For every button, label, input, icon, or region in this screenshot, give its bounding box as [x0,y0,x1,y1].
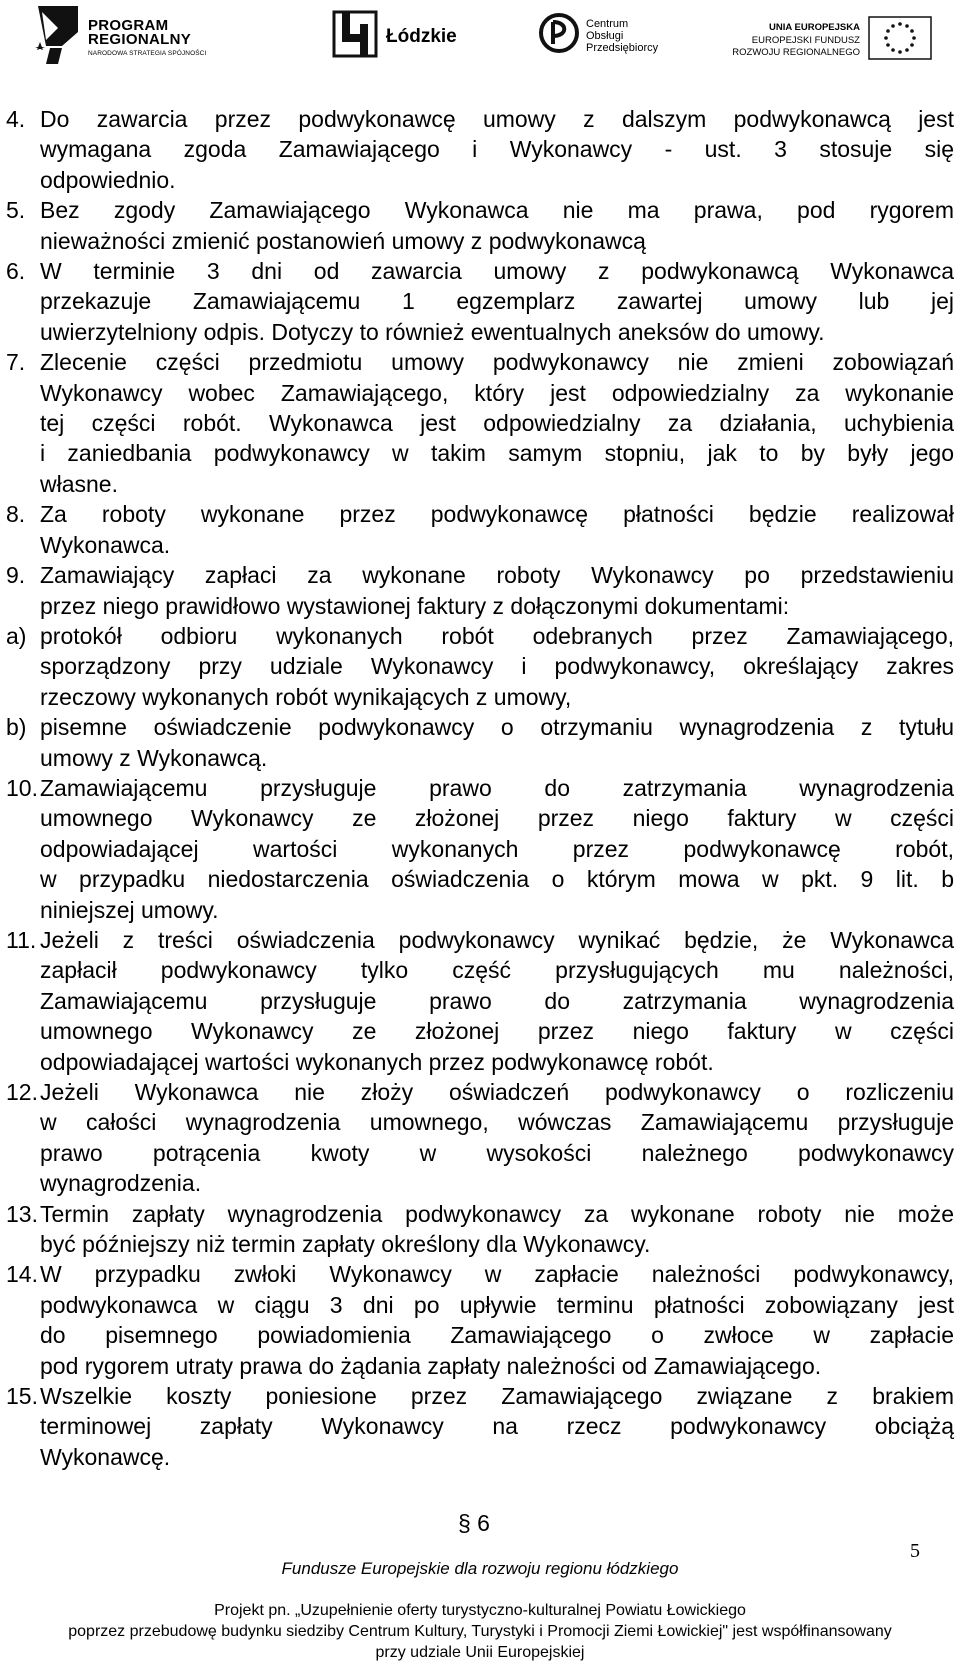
list-item-number: 11. [6,926,37,953]
list-item-number: 14. [6,1261,38,1288]
list-item [0,256,954,347]
text-line: własne. [40,470,118,497]
text-line: Wszelkie koszty poniesione przez Zamawiającego związane z brakiem [40,1383,954,1410]
lodzkie-label: Łódzkie [386,26,457,47]
list-item [0,347,954,499]
text-line: Za roboty wykonane przez podwykonawcę płatności będzie realizował [40,501,954,528]
text-line: odpowiednio. [40,166,176,193]
text-line: w całości wynagrodzenia umownego, wówczas Zamawiającemu przysługuje [40,1109,954,1136]
page-number: 5 [910,1540,920,1562]
text-line: prawo potrącenia kwoty w wysokości należnego podwykonawcy [40,1139,954,1166]
eu-line1: UNIA EUROPEJSKA [769,22,860,33]
list-item-text [40,195,954,256]
list-item-text [40,712,954,773]
list-item-number: 7. [6,349,26,376]
text-line: przez niego prawidłowo wystawionej faktury z dołączonymi dokumentami: [40,592,790,619]
text-line: w przypadku niedostarczenia oświadczenia o którym mowa w pkt. 9 lit. b [40,866,954,893]
list-item-text [40,1199,954,1260]
program-line1: PROGRAM [88,17,169,34]
centrum-line1: Centrum [586,18,629,30]
lodzkie-logo [332,6,462,64]
list-item [0,560,954,621]
footer-tagline: Fundusze Europejskie dla rozwoju regionu łódzkiego [281,1559,679,1578]
text-line: Zlecenie części przedmiotu umowy podwykonawcy nie zmieni zobowiązań [40,349,954,376]
contract-text [0,104,960,1472]
list-item-number: 5. [6,197,26,224]
footer-project-info [0,1600,960,1663]
program-regionalny-icon [32,6,84,64]
text-line: Termin zapłaty wynagrodzenia podwykonawcy za wykonane roboty nie może [40,1200,954,1227]
list-item-text [40,499,954,560]
text-line: nieważności zmienić postanowień umowy z podwykonawcą [40,227,646,254]
list-item [0,1381,954,1472]
list-item-text [40,621,954,712]
text-line: wynagrodzenia. [40,1170,202,1197]
text-line: Do zawarcia przez podwykonawcę umowy z dalszym podwykonawcą jest [40,106,954,132]
centrum-obslugi-logo [538,6,668,64]
lodzkie-icon [332,10,378,58]
text-line: do pisemnego powiadomienia Zamawiającego o zwłoce w zapłacie [40,1322,954,1349]
text-line: rzeczowy wykonanych robót wynikających z umowy, [40,683,572,710]
list-item-number: 4. [6,106,26,132]
text-line: Wykonawcy wobec Zamawiającego, który jest odpowiedzialny za wykonanie [40,379,954,406]
text-line: W terminie 3 dni od zawarcia umowy z podwykonawcą Wykonawca [40,258,954,285]
header-logos [0,0,960,70]
eu-line2: EUROPEJSKI FUNDUSZ [751,35,860,46]
text-line: odpowiadającej wartości wykonanych przez podwykonawcę robót, [40,835,954,862]
footer-project-line2: poprzez przebudowę budynku siedziby Centrum Kultury, Turystyki i Promocji Ziemi Łowickiej" jest współfinansowany [68,1623,892,1640]
list-item-number: b) [6,714,27,741]
list-item-text [40,1259,954,1381]
text-line: Jeżeli Wykonawca nie złoży oświadczeń podwykonawcy o rozliczeniu [40,1079,954,1105]
list-item [0,499,954,560]
text-line: Zamawiającemu przysługuje prawo do zatrzymania wynagrodzenia [40,987,954,1014]
text-line: zapłacił podwykonawcy tylko część przysługujących mu należności, [40,957,954,984]
list-item [0,773,954,925]
list-item-text [40,104,954,195]
text-line: umownego Wykonawcy ze złożonej przez niego faktury w części [40,805,954,832]
list-item-text [40,560,954,621]
list-item-text [40,256,954,347]
text-line: Wykonawca. [40,531,171,558]
text-line: Zamawiający zapłaci za wykonane roboty Wykonawcy po przedstawieniu [40,562,954,589]
text-line: umownego Wykonawcy ze złożonej przez niego faktury w części [40,1018,954,1045]
text-line: być późniejszy niż termin zapłaty określony dla Wykonawcy. [40,1231,651,1258]
text-line: odpowiadającej wartości wykonanych przez podwykonawcę robót. [40,1048,714,1075]
list-item-text [40,1381,954,1472]
text-line: sporządzony przy udziale Wykonawcy i podwykonawcy, określający zakres [40,653,954,680]
text-line: wymagana zgoda Zamawiającego i Wykonawcy - ust. 3 stosuje się [40,136,954,163]
list-item-text [40,1077,954,1199]
list-item [0,1077,954,1199]
text-line: Jeżeli z treści oświadczenia podwykonawcy wynikać będzie, że Wykonawca [40,926,954,953]
text-line: i zaniedbania podwykonawcy w takim samym stopniu, jak to by były jego [40,440,954,467]
centrum-obslugi-icon [538,12,580,54]
eu-flag-icon [868,16,932,60]
list-item [0,621,954,712]
text-line: Zamawiającemu przysługuje prawo do zatrzymania wynagrodzenia [40,774,954,801]
eu-line3: ROZWOJU REGIONALNEGO [732,47,860,58]
text-line: uwierzytelniony odpis. Dotyczy to również ewentualnych aneksów do umowy. [40,318,825,345]
text-line: Wykonawcę. [40,1443,171,1470]
list-item-number: 9. [6,562,26,589]
program-line3: NARODOWA STRATEGIA SPÓJNOŚCI [88,50,207,57]
list-item-number: 6. [6,258,26,285]
footer-project-line1: Projekt pn. „Uzupełnienie oferty turystyczno-kulturalnej Powiatu Łowickiego [214,1602,746,1619]
eu-logo [728,6,938,64]
list-item [0,1259,954,1381]
text-line: tej części robót. Wykonawca jest odpowiedzialny za działania, uchybienia [40,410,954,437]
text-line: protokół odbioru wykonanych robót odebranych przez Zamawiającego, [40,622,954,649]
text-line: pod rygorem utraty prawa do żądania zapłaty należności od Zamawiającego. [40,1352,822,1379]
list-item-number: 13. [6,1200,38,1227]
text-line: niniejszej umowy. [40,896,219,923]
list-item [0,1199,954,1260]
list-item [0,712,954,773]
list-item-number: a) [6,622,27,649]
program-line2: REGIONALNY [88,31,192,48]
footer-project-line3: przy udziale Unii Europejskiej [375,1644,585,1661]
list-item-text [40,925,954,1077]
program-regionalny-logo [30,6,230,64]
list-item-number: 8. [6,501,26,528]
list-item [0,104,954,195]
list-item [0,925,954,1077]
list-item-text [40,347,954,499]
text-line: Bez zgody Zamawiającego Wykonawca nie ma prawa, pod rygorem [40,197,954,224]
list-item-number: 15. [6,1383,38,1410]
text-line: przekazuje Zamawiającemu 1 egzemplarz zawartej umowy lub jej [40,288,954,315]
list-item-number: 10. [6,774,38,801]
centrum-line3: Przedsiębiorcy [586,42,659,54]
list-item-number: 12. [6,1079,38,1105]
list-item [0,195,954,256]
text-line: podwykonawca w ciągu 3 dni po upływie terminu płatności zobowiązany jest [40,1291,954,1318]
text-line: W przypadku zwłoki Wykonawcy w zapłacie należności podwykonawcy, [40,1261,954,1288]
list-item-text [40,773,954,925]
text-line: pisemne oświadczenie podwykonawcy o otrzymaniu wynagrodzenia z tytułu [40,714,954,741]
text-line: umowy z Wykonawcą. [40,744,268,771]
section-mark: § 6 [458,1510,490,1536]
centrum-line2: Obsługi [586,30,624,42]
text-line: terminowej zapłaty Wykonawcy na rzecz podwykonawcy obciążą [40,1413,954,1440]
